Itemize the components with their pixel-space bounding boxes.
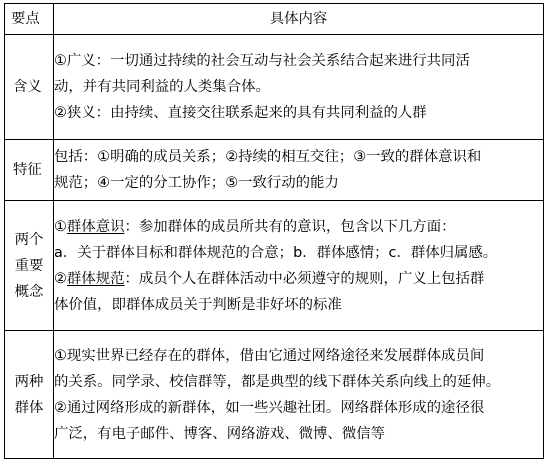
table-row-concepts — [5, 201, 544, 331]
concept-text: ：成员个人在群体活动中必须遵守的规则，广义上包括群 — [124, 270, 485, 287]
table-row-features — [5, 140, 544, 201]
row-content-concepts — [54, 201, 544, 331]
table-header-row — [5, 4, 544, 35]
content-line: ①现实世界已经存在的群体，借由它通过网络途径来发展群体成员间 — [54, 347, 485, 364]
row-content-meaning — [54, 35, 544, 140]
table-row-meaning — [5, 35, 544, 140]
content-line: 广泛，有电子邮件、博客、网络游戏、微博、微信等 — [54, 425, 385, 442]
key-label: 两种 — [14, 373, 44, 390]
key-label: 特征 — [13, 162, 42, 178]
content-line: ②狭义：由持续、直接交往联系起来的具有共同利益的人群 — [54, 105, 427, 121]
concept-line-group-consciousness — [54, 214, 543, 240]
content-line: 动，并有共同利益的人类集合体。 — [54, 79, 270, 95]
header-content: 具体内容 — [54, 4, 544, 35]
content-line: a．关于群体目标和群体规范的合意；b．群体感情；c．群体归属感。 — [54, 244, 498, 261]
content-line: 体价值，即群体成员关于判断是非好坏的标准 — [54, 296, 342, 313]
content-line: 包括：①明确的成员关系；②持续的相互交往；③一致的群体意识和 — [54, 149, 482, 165]
row-key-features — [5, 140, 54, 201]
key-label: 概念 — [14, 283, 44, 300]
table-row-two-groups — [5, 331, 544, 459]
content-line: 的关系。同学录、校信群等，都是典型的线下群体关系向线上的延伸。 — [54, 373, 501, 390]
key-label: 重要 — [14, 257, 44, 274]
key-label: 两个 — [14, 231, 44, 248]
concept-line-group-norms — [54, 266, 543, 292]
key-label: 群体 — [14, 399, 44, 416]
row-key-meaning — [5, 35, 54, 140]
concept-number: ② — [54, 270, 67, 287]
concept-text: ：参加群体的成员所共有的意识，包含以下几方面： — [124, 218, 456, 235]
row-content-features — [54, 140, 544, 201]
row-content-two-groups — [54, 331, 544, 459]
content-line: ②通过网络形成的新群体，如一些兴趣社团。网络群体形成的途径很 — [54, 399, 485, 416]
row-key-two-groups — [5, 331, 54, 459]
header-key-point: 要点 — [5, 4, 54, 35]
concept-term: 群体意识 — [66, 218, 125, 235]
row-key-concepts — [5, 201, 54, 331]
content-line: ①广义：一切通过持续的社会互动与社会关系结合起来进行共同活 — [54, 53, 470, 69]
content-line: 规范；④一定的分工协作；⑤一致行动的能力 — [54, 175, 339, 191]
concept-number: ① — [54, 218, 67, 235]
key-points-table — [4, 3, 544, 459]
key-label: 含义 — [13, 79, 42, 95]
concept-term: 群体规范 — [66, 270, 125, 287]
